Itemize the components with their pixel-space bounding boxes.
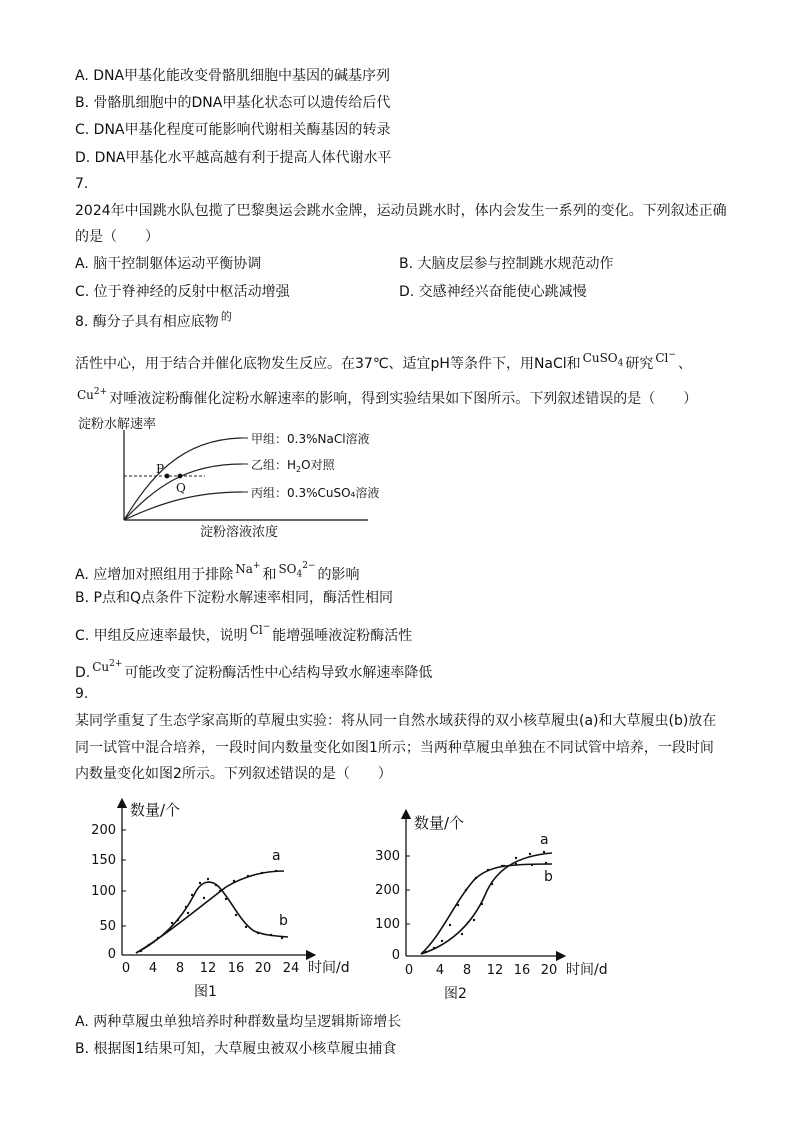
point-p-marker xyxy=(165,474,170,479)
fig2-xtick-0: 0 xyxy=(404,963,414,978)
legend-jia: 甲组：0.3%NaCl溶液 xyxy=(251,432,370,446)
fig1-xtick-4: 4 xyxy=(148,961,158,976)
fig1-curve-a xyxy=(136,871,284,953)
q8-option-d-text: 可能改变了淀粉酶活性中心结构导致水解速率降低 xyxy=(124,665,433,681)
fig1-ytick-100: 100 xyxy=(91,884,116,899)
fig1-xlabel: 时间/d xyxy=(308,960,350,976)
q7-stem-line2: 的是（ ） xyxy=(75,229,159,245)
fig2-xtick-20: 20 xyxy=(540,963,558,978)
fig1-xticks xyxy=(122,961,299,976)
fig2-data-points xyxy=(425,851,547,953)
q8-line3-b: 对唾液淀粉酶催化淀粉水解速率的影响，得到实验结果如下图所示。下列叙述错误的是（ ） xyxy=(109,391,698,407)
fig2-xtick-16: 16 xyxy=(513,963,531,978)
q8-option-d-label: D. xyxy=(75,665,91,681)
legend-yi: 乙组：$H_2O$对照 xyxy=(251,458,335,474)
curve-jia xyxy=(124,438,242,520)
fig2-caption: 图2 xyxy=(444,986,467,1002)
q6-option-b: B. 骨骼肌细胞中的DNA甲基化状态可以遗传给后代 xyxy=(75,95,391,111)
fig1-label-b: b xyxy=(279,913,288,929)
q8-option-c xyxy=(75,623,412,646)
q9-stem-line3: 内数量变化如图2所示。下列叙述错误的是（ ） xyxy=(75,766,392,782)
q8-option-c-end: 能增强唾液淀粉酶活性 xyxy=(272,628,413,644)
fig1-ytick-150: 150 xyxy=(91,853,116,868)
fig2-ytick-300: 300 xyxy=(375,849,400,864)
cuso4-formula: CuSO$_4$ xyxy=(582,351,624,369)
q7-option-b: B. 大脑皮层参与控制跳水规范动作 xyxy=(399,256,614,272)
q8-option-a xyxy=(75,562,360,590)
q8-option-b: B. P点和Q点条件下淀粉水解速率相同，酶活性相同 xyxy=(75,590,393,606)
q6-option-d: D. DNA甲基化水平越高越有利于提高人体代谢水平 xyxy=(75,150,392,166)
fig1-yticks xyxy=(91,823,116,962)
enzyme-rate-chart xyxy=(70,408,410,548)
q8-line3 xyxy=(75,386,697,409)
fig2-yticks xyxy=(375,849,400,963)
q8-line2-b: 研究 xyxy=(625,356,654,372)
q8-option-c-text: C. 甲组反应速率最快，说明 xyxy=(75,628,248,644)
q6-option-c: C. DNA甲基化程度可能影响代谢相关酶基因的转录 xyxy=(75,122,391,138)
q8-option-d xyxy=(75,660,432,683)
q8-line2 xyxy=(75,351,692,379)
q8-line2-c: 、 xyxy=(677,356,692,372)
q9-stem-line2: 同一试管中混合培养，一段时间内数量变化如图1所示；当两种草履虫单独在不同试管中培养，一段时间 xyxy=(75,740,714,756)
q8-option-a-and: 和 xyxy=(262,567,277,583)
curve-bing xyxy=(124,492,242,520)
q6-option-a: A. DNA甲基化能改变骨骼肌细胞中基因的碱基序列 xyxy=(75,68,391,84)
fig1-curve-b xyxy=(136,882,288,953)
cl-ion-formula-c: Cl− xyxy=(249,622,271,637)
cu-ion-formula: $Cu^{2+}$ xyxy=(77,387,108,402)
figure-2-separate-culture xyxy=(366,808,621,1008)
na-ion-formula: Na+ xyxy=(235,561,261,576)
fig2-xtick-8: 8 xyxy=(462,963,472,978)
q8-line1-text: 8. 酶分子具有相应底物 xyxy=(75,314,219,330)
fig1-caption: 图1 xyxy=(194,984,217,1000)
fig2-ytick-100: 100 xyxy=(375,917,400,932)
fig1-xtick-12: 12 xyxy=(199,961,217,976)
fig2-curve-b xyxy=(421,864,552,954)
cl-ion-formula: Cl− xyxy=(655,350,676,365)
fig1-label-a: a xyxy=(272,848,281,864)
fig2-ytick-200: 200 xyxy=(375,883,400,898)
fig2-ytick-0: 0 xyxy=(391,948,400,963)
fig1-ytick-50: 50 xyxy=(99,919,116,934)
q9-option-a: A. 两种草履虫单独培养时种群数量均呈逻辑斯谛增长 xyxy=(75,1014,402,1030)
q8-line1 xyxy=(75,312,234,333)
legend-bing: 丙组：0.3%CuSO₄溶液 xyxy=(251,486,380,500)
q9-number: 9. xyxy=(75,686,89,702)
fig2-xtick-12: 12 xyxy=(486,963,504,978)
q7-stem-line1: 2024年中国跳水队包揽了巴黎奥运会跳水金牌，运动员跳水时，体内会发生一系列的变化。下列叙述正确 xyxy=(75,203,727,219)
fig1-xtick-16: 16 xyxy=(227,961,245,976)
point-q-label: Q xyxy=(176,481,186,495)
point-p-label: P xyxy=(156,462,165,476)
q7-option-a: A. 脑干控制躯体运动平衡协调 xyxy=(75,256,262,272)
q7-option-c: C. 位于脊神经的反射中枢活动增强 xyxy=(75,284,290,300)
q9-option-b: B. 根据图1结果可知，大草履虫被双小核草履虫捕食 xyxy=(75,1041,397,1057)
fig1-xtick-24: 24 xyxy=(282,961,300,976)
point-q-marker xyxy=(178,474,183,479)
q8-option-a-text: A. 应增加对照组用于排除 xyxy=(75,567,234,583)
chart-ylabel: 淀粉水解速率 xyxy=(78,417,157,432)
fig2-ylabel: 数量/个 xyxy=(414,814,465,832)
q7-number: 7. xyxy=(75,176,89,192)
fig2-xlabel: 时间/d xyxy=(566,962,608,978)
fig1-xtick-20: 20 xyxy=(254,961,272,976)
figure-1-mixed-culture xyxy=(86,795,350,1010)
fig1-xtick-8: 8 xyxy=(175,961,185,976)
fig2-curve-a xyxy=(421,853,552,954)
fig1-ylabel: 数量/个 xyxy=(130,801,181,819)
fig2-label-b: b xyxy=(544,869,553,885)
fig1-ytick-200: 200 xyxy=(91,823,116,838)
q8-line2-a: 活性中心，用于结合并催化底物发生反应。在37℃、适宜pH等条件下，用NaCl和 xyxy=(75,356,581,372)
chart-xlabel: 淀粉溶液浓度 xyxy=(200,525,279,540)
fig1-xtick-0: 0 xyxy=(121,961,131,976)
fig2-xtick-4: 4 xyxy=(435,963,445,978)
fig2-xticks xyxy=(405,963,557,978)
q9-stem-line1: 某同学重复了生态学家高斯的草履虫实验：将从同一自然水域获得的双小核草履虫(a)和大草履虫(b)放在 xyxy=(75,713,717,729)
so4-ion-formula: $SO_4^{2-}$ xyxy=(278,561,316,580)
q7-option-d: D. 交感神经兴奋能使心跳减慢 xyxy=(399,284,587,300)
q8-line1-sup: 的 xyxy=(220,310,232,323)
cu-ion-formula-d: $Cu^{2+}$ xyxy=(92,659,123,674)
fig1-ytick-0: 0 xyxy=(107,947,116,962)
q8-option-a-end: 的影响 xyxy=(317,567,360,583)
fig2-label-a: a xyxy=(540,832,549,848)
